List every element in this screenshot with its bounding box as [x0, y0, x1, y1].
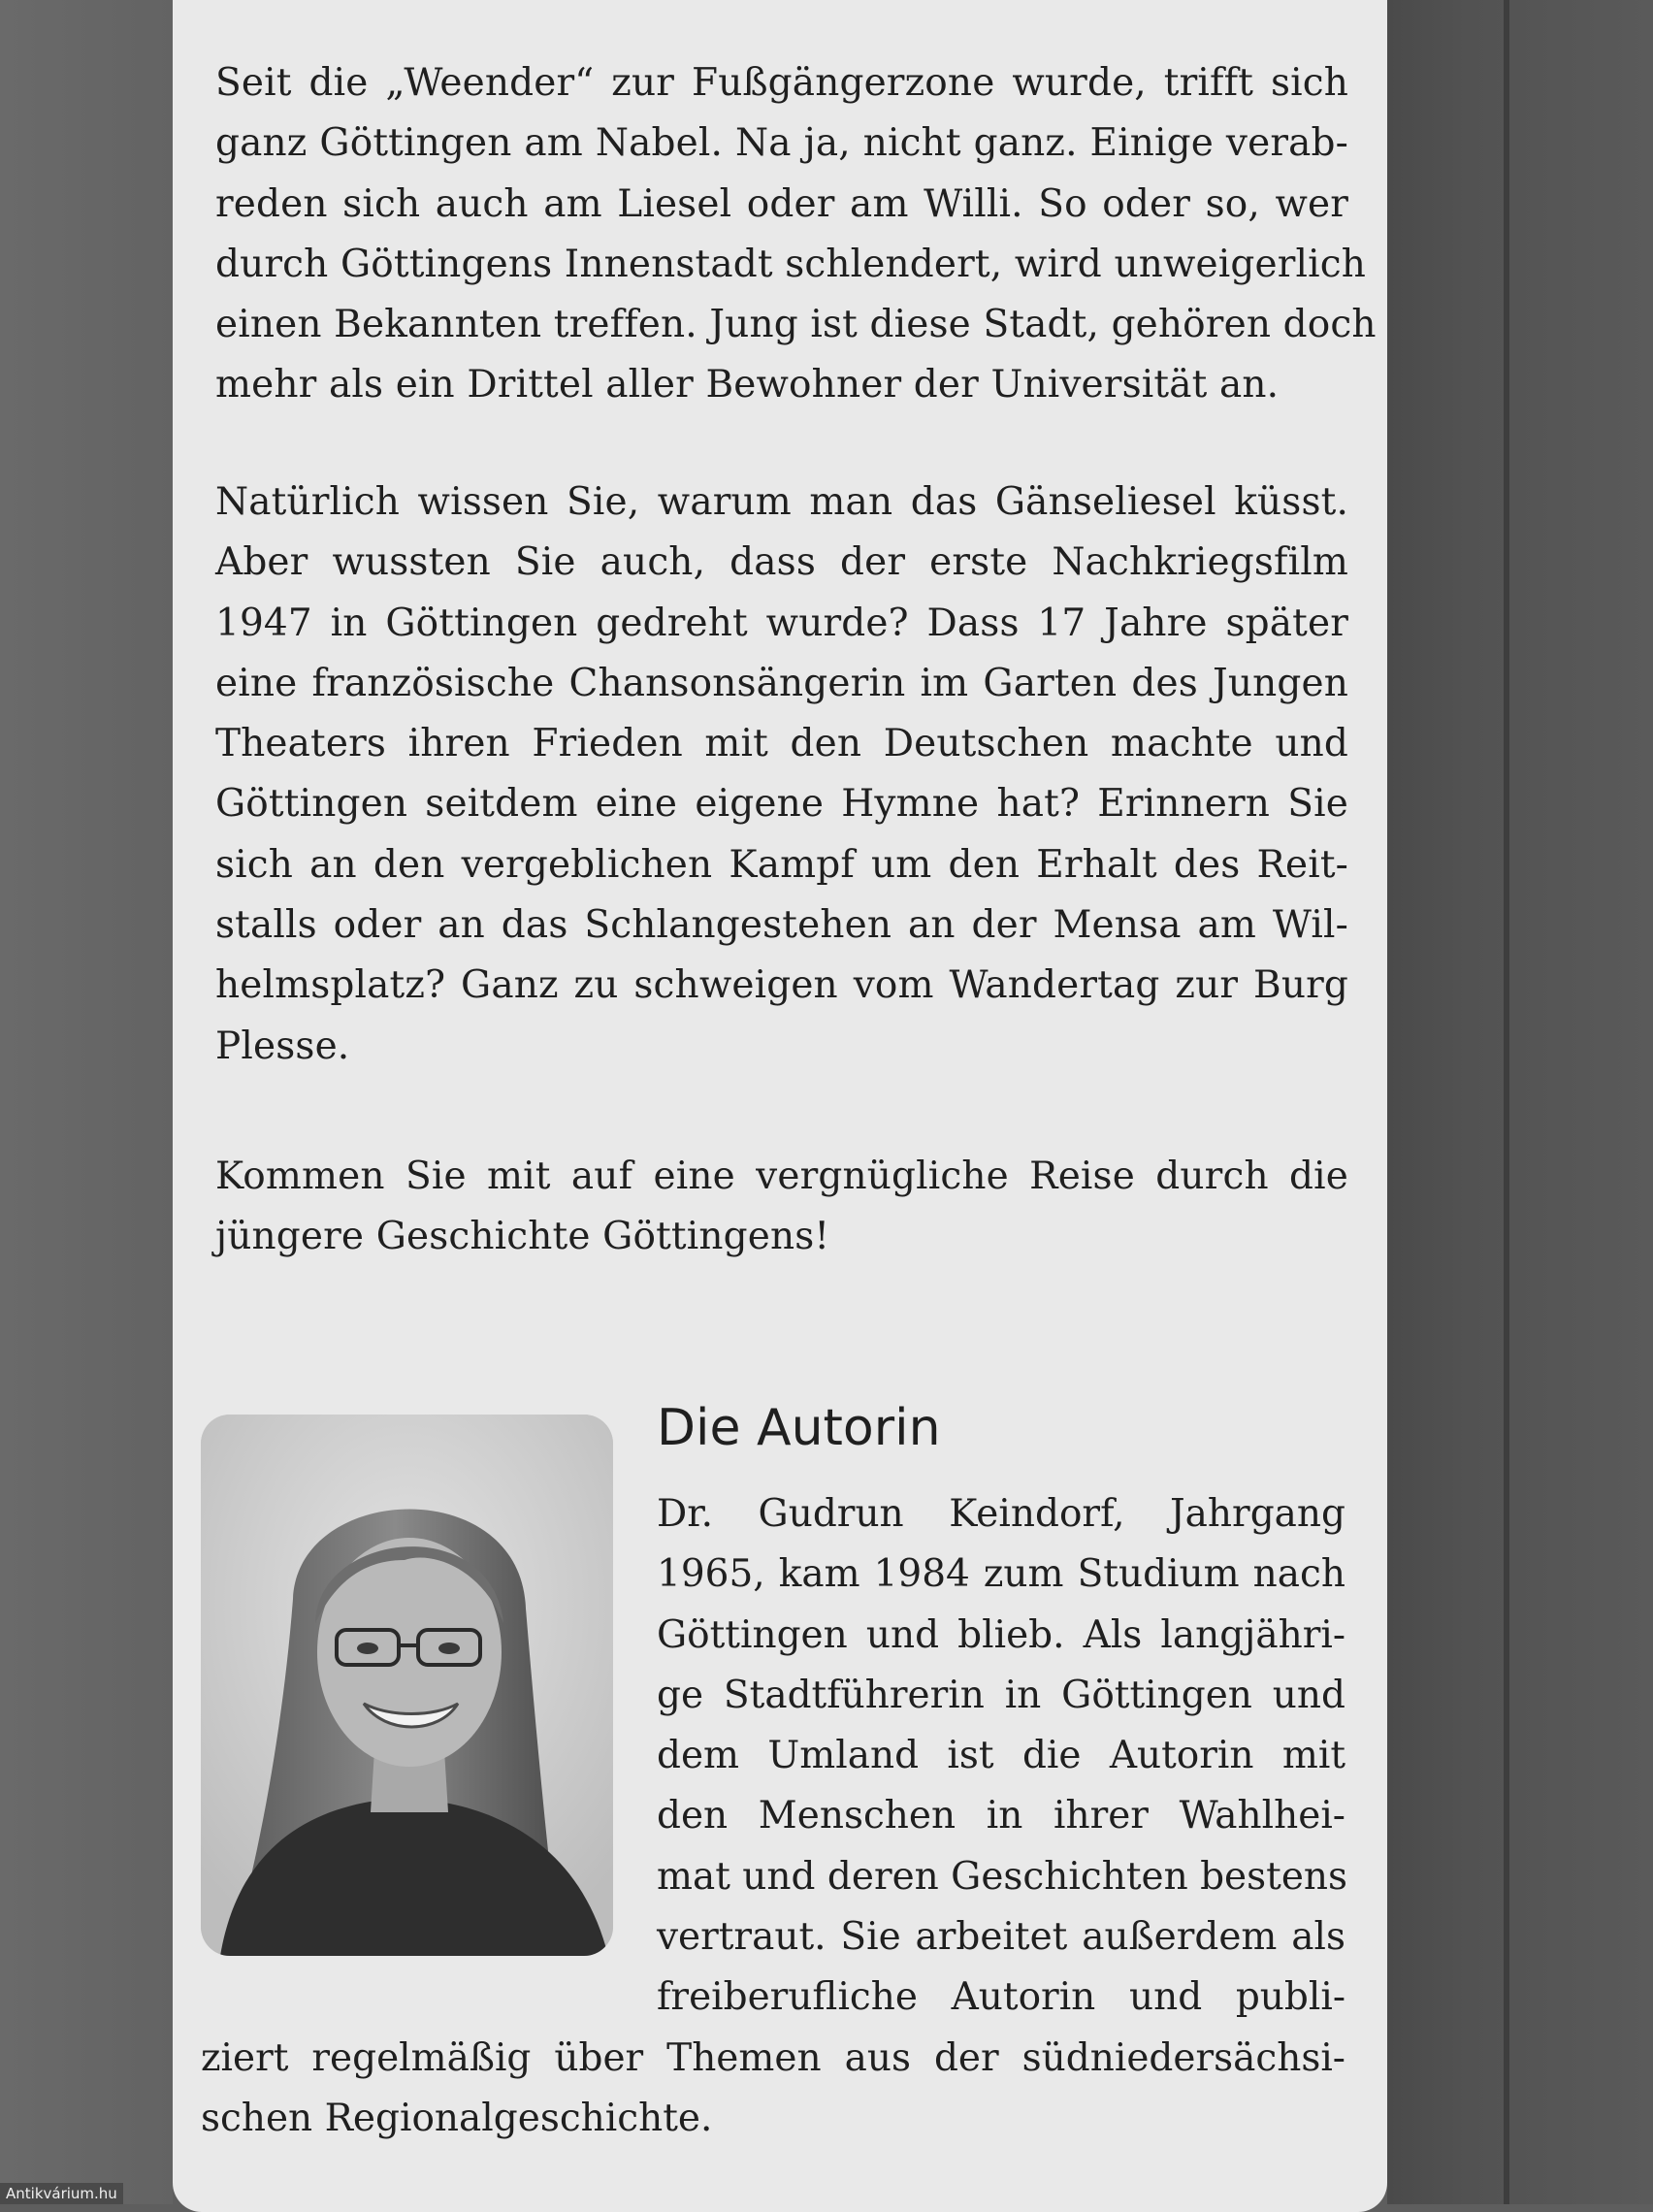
author-heading: Die Autorin: [657, 1399, 941, 1457]
text-line: Plesse.: [215, 1024, 350, 1068]
author-portrait-image: [201, 1415, 613, 1956]
text-line: Aber wussten Sie auch, dass der erste Nachkriegsfilm: [215, 540, 1348, 585]
book-spine-right: [1387, 0, 1653, 2204]
book-edge-left: [0, 0, 173, 2204]
author-photo: [201, 1415, 613, 1956]
text-line: vertraut. Sie arbeitet außerdem als: [657, 1915, 1345, 1960]
text-line: Dr. Gudrun Keindorf, Jahrgang: [657, 1492, 1345, 1536]
text-line: 1965, kam 1984 zum Studium nach: [657, 1552, 1345, 1597]
text-line: Seit die „Weender“ zur Fußgängerzone wurde, trifft sich: [215, 61, 1348, 105]
text-line: durch Göttingens Innenstadt schlendert, wird unweigerlich: [215, 242, 1367, 286]
text-line: jüngere Geschichte Göttingens!: [215, 1215, 830, 1259]
text-line: schen Regionalgeschichte.: [201, 2097, 713, 2141]
text-line: Göttingen seitdem eine eigene Hymne hat? Erinnern Sie: [215, 782, 1348, 827]
text-line: reden sich auch am Liesel oder am Willi. So oder so, wer: [215, 181, 1348, 226]
text-line: Kommen Sie mit auf eine vergnügliche Reise durch die: [215, 1155, 1348, 1198]
text-line: stalls oder an das Schlangestehen an der Mensa am Wil-: [215, 903, 1348, 948]
author-bio-beside-photo: [657, 1484, 1348, 2029]
blurb-paragraph-2: [215, 472, 1348, 1077]
author-bio-below-photo: [201, 2029, 1345, 2150]
text-line: einen Bekannten treffen. Jung ist diese Stadt, gehören doch: [215, 303, 1377, 347]
text-line: freiberufliche Autorin und publi-: [657, 1975, 1345, 2020]
text-line: ganz Göttingen am Nabel. Na ja, nicht ganz. Einige verab-: [215, 121, 1348, 166]
text-line: dem Umland ist die Autorin mit: [657, 1734, 1345, 1778]
text-line: ge Stadtführerin in Göttingen und: [657, 1673, 1345, 1717]
text-line: Theaters ihren Frieden mit den Deutschen machte und: [215, 722, 1348, 766]
text-line: helmsplatz? Ganz zu schweigen vom Wandertag zur Burg: [215, 963, 1348, 1008]
blurb-paragraph-3: [215, 1147, 1348, 1268]
text-line: Natürlich wissen Sie, warum man das Gänseliesel küsst.: [215, 480, 1348, 524]
blurb-paragraph-1: [215, 53, 1377, 416]
watermark-label: Antikvárium.hu: [0, 2183, 123, 2204]
text-line: ziert regelmäßig über Themen aus der südniedersächsi-: [201, 2036, 1345, 2080]
text-line: sich an den vergeblichen Kampf um den Erhalt des Reit-: [215, 842, 1348, 887]
text-line: mehr als ein Drittel aller Bewohner der Universität an.: [215, 363, 1280, 407]
text-line: eine französische Chansonsängerin im Garten des Jungen: [215, 661, 1348, 705]
text-line: mat und deren Geschichten bestens: [657, 1854, 1348, 1899]
text-line: Göttingen und blieb. Als langjähri-: [657, 1612, 1345, 1657]
text-line: den Menschen in ihrer Wahlhei-: [657, 1794, 1345, 1838]
text-line: 1947 in Göttingen gedreht wurde? Dass 17 Jahre später: [215, 601, 1348, 645]
